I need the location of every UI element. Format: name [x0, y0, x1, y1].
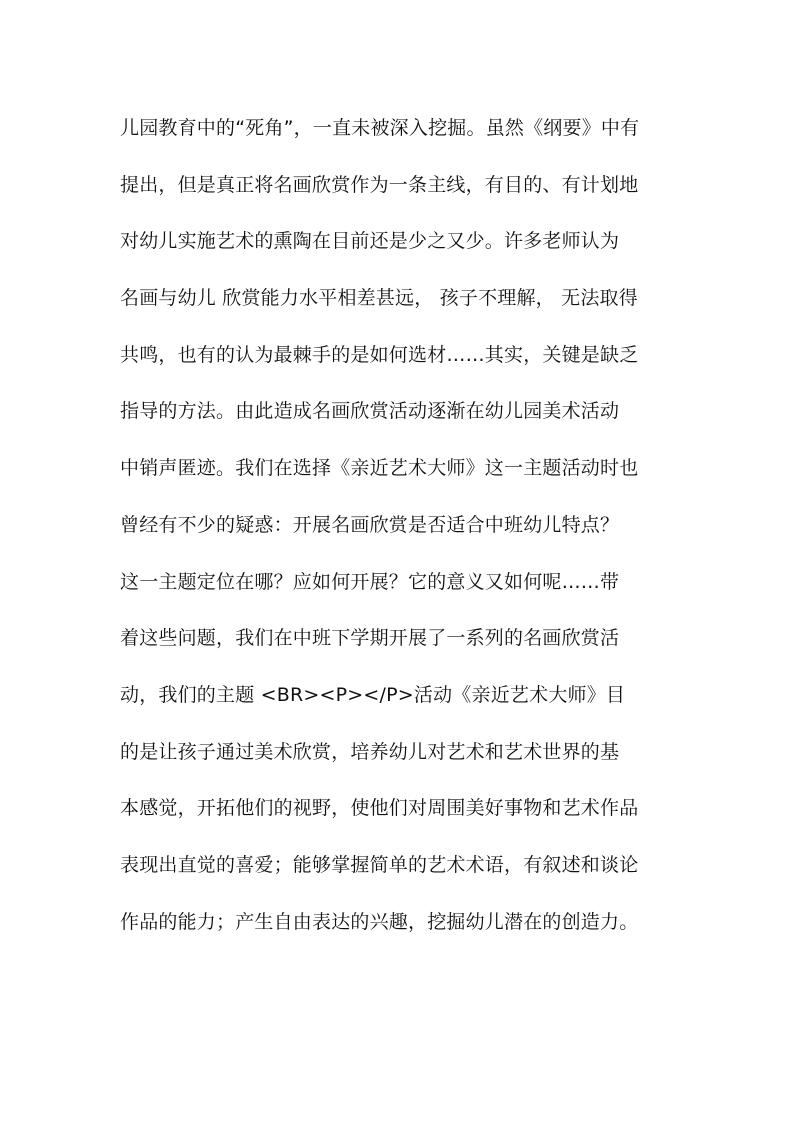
text-line: 中销声匿迹。我们在选择《亲近艺术大师》这一主题活动时也 — [120, 457, 639, 480]
text-line: 作品的能力；产生自由表达的兴趣，挖掘幼儿潜在的创造力。 — [120, 910, 639, 933]
text-line: 共鸣，也有的认为最棘手的是如何选材……其实，关键是缺乏 — [120, 343, 639, 366]
body-text — [120, 100, 680, 950]
text-line: 儿园教育中的“死角”，一直未被深入挖掘。虽然《纲要》中有 — [120, 117, 640, 139]
text-line: 本感觉，开拓他们的视野，使他们对周围美好事物和艺术作品 — [120, 797, 639, 820]
text-line: 这一主题定位在哪？应如何开展？它的意义又如何呢……带 — [120, 570, 620, 593]
text-line: 名画与幼儿 欣赏能力水平相差甚远， 孩子不理解， 无法取得 — [120, 287, 638, 310]
text-line: 表现出直觉的喜爱；能够掌握简单的艺术术语，有叙述和谈论 — [120, 853, 639, 876]
text-line: 动，我们的主题 <BR><P></P>活动《亲近艺术大师》目 — [120, 683, 626, 706]
text-line: 着这些问题，我们在中班下学期开展了一系列的名画欣赏活 — [120, 627, 620, 650]
text-line: 对幼儿实施艺术的熏陶在目前还是少之又少。许多老师认为 — [120, 230, 620, 253]
text-line: 曾经有不少的疑惑：开展名画欣赏是否适合中班幼儿特点？ — [120, 513, 620, 536]
text-line: 的是让孩子通过美术欣赏，培养幼儿对艺术和艺术世界的基 — [120, 740, 620, 763]
text-line: 指导的方法。由此造成名画欣赏活动逐渐在幼儿园美术活动 — [120, 400, 620, 423]
text-line: 提出，但是真正将名画欣赏作为一条主线，有目的、有计划地 — [120, 173, 639, 196]
